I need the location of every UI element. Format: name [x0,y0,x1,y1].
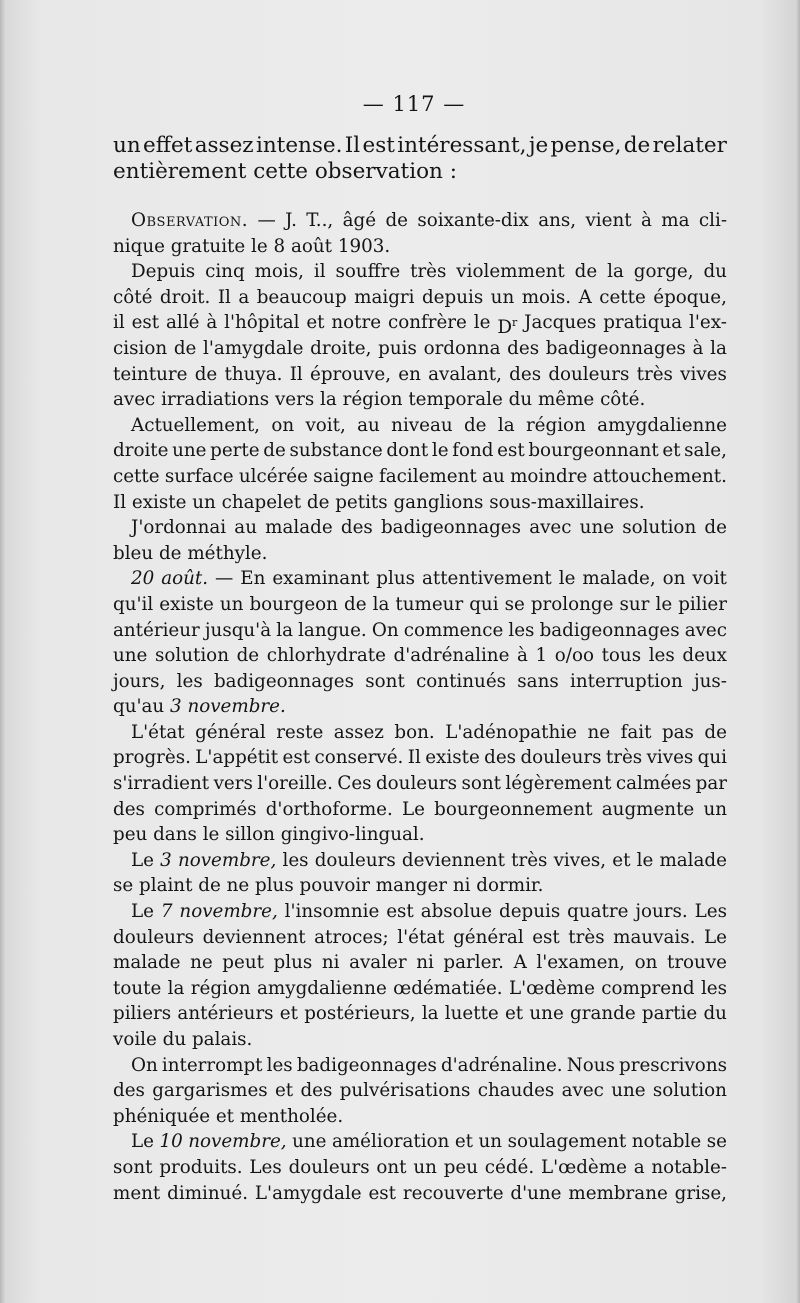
text-line: phéniquée et mentholée. [113,1105,344,1127]
text-line: malade ne peut plus ni avaler ni parler. A l'examen, on trouve [113,952,727,974]
text-line: des comprimés d'orthoforme. Le bourgeonnement augmente un [113,798,727,820]
text-line: Il existe un chapelet de petits ganglions sous-maxillaires. [113,491,645,513]
text-line: il est allé à l'hôpital et notre confrère le $D^r$ Jacques pratiqua l'ex- [113,312,727,339]
text-line: Le 7 novembre, l'insomnie est absolue depuis quatre jours. Les [131,901,727,923]
text-line: une solution de chlorhydrate d'adrénaline à 1 o/oo tous les deux [113,645,727,667]
text-line: On interrompt les badigeonnages d'adrénaline. Nous prescrivons [131,1054,727,1076]
page-number: — 117 — [362,92,466,116]
text-line: côté droit. Il a beaucoup maigri depuis un mois. A cette époque, [113,286,727,308]
text-line: peu dans le sillon gingivo-lingual. [113,824,425,846]
text-line: bleu de méthyle. [113,542,268,564]
text-line: jours, les badigeonnages sont continués sans interruption jus- [113,670,727,692]
text-line: qu'au 3 novembre. [113,696,286,718]
text-line: L'état général reste assez bon. L'adénopathie ne fait pas de [131,721,727,743]
page-left-edge-shadow [0,0,6,1303]
text-line: Observation. — J. T.., âgé de soixante-dix ans, vient à ma cli- [131,210,727,231]
lead-line: entièrement cette observation : [113,158,457,184]
text-line: J'ordonnai au malade des badigeonnages avec une solution de [131,517,727,539]
observation-text [113,208,727,1206]
lead-paragraph [113,130,727,184]
text-line: sont produits. Les douleurs ont un peu cédé. L'œdème a notable- [113,1156,727,1178]
lead-line: un effet assez intense. Il est intéressant, je pense, de relater [113,133,727,158]
text-line: Le 3 novembre, les douleurs deviennent très vives, et le malade [131,849,727,871]
text-line: se plaint de ne plus pouvoir manger ni dormir. [113,875,544,897]
text-line: douleurs deviennent atroces; l'état général est très mauvais. Le [113,926,727,948]
text-line: cette surface ulcérée saigne facilement au moindre attouchement. [113,465,727,487]
text-line: droite une perte de substance dont le fond est bourgeonnant et sale, [113,440,727,462]
text-line: cision de l'amygdale droite, puis ordonna des badigeonnages à la [113,337,727,359]
text-line: teinture de thuya. Il éprouve, en avalant, des douleurs très vives [113,363,727,385]
text-line: ment diminué. L'amygdale est recouverte d'une membrane grise, [113,1182,727,1204]
page-right-edge-shadow [795,0,800,1303]
text-line: avec irradiations vers la région temporale du même côté. [113,389,646,411]
text-line: 20 août. — En examinant plus attentivement le malade, on voit [131,568,727,590]
text-line: piliers antérieurs et postérieurs, la luette et une grande partie du [113,1003,727,1025]
text-line: toute la région amygdalienne œdématiée. L'œdème comprend les [113,977,727,999]
text-line: Actuellement, on voit, au niveau de la région amygdalienne [131,414,727,436]
text-line: Le 10 novembre, une amélioration et un soulagement notable se [131,1131,727,1153]
text-line: antérieur jusqu'à la langue. On commence les badigeonnages avec [113,619,727,641]
text-line: progrès. L'appétit est conservé. Il existe des douleurs très vives qui [113,747,727,769]
text-line: Depuis cinq mois, il souffre très violemment de la gorge, du [131,261,727,283]
text-line: voile du palais. [113,1029,253,1050]
text-line: nique gratuite le 8 août 1903. [113,235,391,257]
text-line: s'irradient vers l'oreille. Ces douleurs sont légèrement calmées par [113,773,727,795]
text-line: des gargarismes et des pulvérisations chaudes avec une solution [113,1080,727,1102]
text-line: qu'il existe un bourgeon de la tumeur qui se prolonge sur le pilier [113,593,727,615]
